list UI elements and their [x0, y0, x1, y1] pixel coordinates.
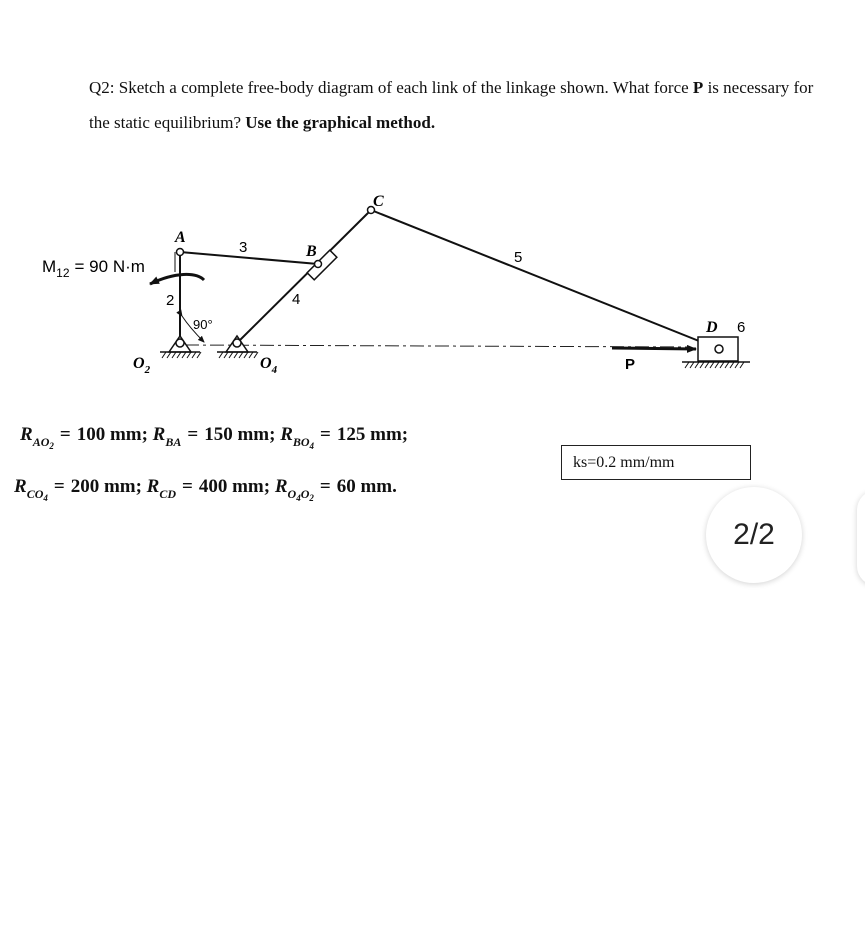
r-o4o2-value: 60 mm. — [336, 476, 397, 497]
r-o4o2-subsubscript-a: 4 — [296, 493, 301, 503]
r-cd-equals: = — [182, 476, 193, 497]
r-o4o2-subscript-b: O — [300, 487, 310, 501]
linkage-diagram — [0, 180, 865, 390]
formula-line-2 — [14, 476, 397, 503]
link-5 — [371, 210, 719, 349]
link-2-label: 2 — [166, 292, 175, 309]
ground-support-o4 — [217, 336, 258, 358]
r-o4o2-subscript-a: O — [287, 487, 297, 501]
r-bo4-symbol: R — [280, 424, 293, 445]
link-3-label: 3 — [239, 239, 248, 256]
link-5-label: 5 — [514, 249, 523, 266]
r-bo4-equals: = — [320, 424, 331, 445]
link-4-label: 4 — [292, 291, 301, 308]
pin-b — [315, 261, 322, 268]
r-ao2-equals: = — [59, 424, 71, 445]
question-part1: Q2: Sketch a complete free-body diagram of each link of the linkage shown. What force — [89, 78, 693, 97]
page-indicator[interactable] — [706, 487, 802, 583]
r-co4-symbol: R — [14, 476, 27, 497]
force-p-arrow — [612, 348, 696, 349]
r-ba-value: 150 mm; — [204, 424, 276, 445]
ground-support-o2 — [160, 336, 201, 358]
force-symbol: P — [692, 78, 704, 97]
force-p-label: P — [625, 356, 636, 373]
link-4 — [237, 210, 371, 343]
joint-a-label: A — [175, 229, 186, 246]
r-ba-subscript: BA — [165, 435, 182, 449]
r-co4-subsubscript: 4 — [43, 493, 48, 503]
r-ao2-symbol: R — [20, 424, 33, 445]
angle-label: 90° — [193, 317, 213, 332]
ground-o4-label: $O_4$ — [260, 355, 278, 376]
method-text: Use the graphical method. — [245, 113, 436, 132]
r-co4-subscript: CO — [26, 487, 44, 501]
r-o4o2-equals: = — [319, 476, 331, 497]
r-co4-value: 200 mm; — [70, 476, 142, 497]
ground-o2-label: $O_2$ — [133, 355, 151, 376]
r-ao2-value: 100 mm; — [76, 424, 148, 445]
joint-b-label: B — [306, 243, 317, 260]
r-bo4-subscript: BO — [292, 435, 310, 449]
ground-track-d — [682, 362, 750, 368]
slider-block-d — [698, 337, 738, 361]
r-o4o2-subsubscript-b: 2 — [309, 493, 314, 503]
r-bo4-value: 125 mm; — [336, 424, 409, 445]
page-indicator-label: 2/2 — [733, 518, 775, 551]
joint-d-label: D — [706, 319, 718, 336]
question-text — [89, 70, 829, 140]
link-3 — [180, 252, 318, 264]
joint-c-label: C — [373, 193, 384, 210]
scale-box — [561, 445, 751, 480]
pin-a — [177, 249, 184, 256]
r-cd-value: 400 mm; — [198, 476, 271, 497]
r-ao2-subsubscript: 2 — [49, 441, 54, 451]
link-6-label: 6 — [737, 319, 746, 336]
formula-line-1 — [20, 424, 408, 451]
r-ba-equals: = — [187, 424, 199, 445]
moment-arrow — [150, 274, 204, 284]
r-o4o2-symbol: R — [274, 476, 288, 497]
r-cd-subscript: CD — [159, 487, 177, 501]
next-page-button[interactable] — [857, 490, 865, 586]
scale-label: ks=0.2 mm/mm — [573, 454, 675, 471]
r-ao2-subscript: AO — [32, 435, 50, 449]
r-bo4-subsubscript: 4 — [309, 441, 315, 451]
r-cd-symbol: R — [146, 476, 160, 497]
r-ba-symbol: R — [152, 424, 166, 445]
question-part2: is necessary for the static equilibrium? — [89, 78, 814, 132]
moment-label: $M_{12} = 90$ N·m — [42, 257, 145, 280]
r-co4-equals: = — [53, 476, 65, 497]
